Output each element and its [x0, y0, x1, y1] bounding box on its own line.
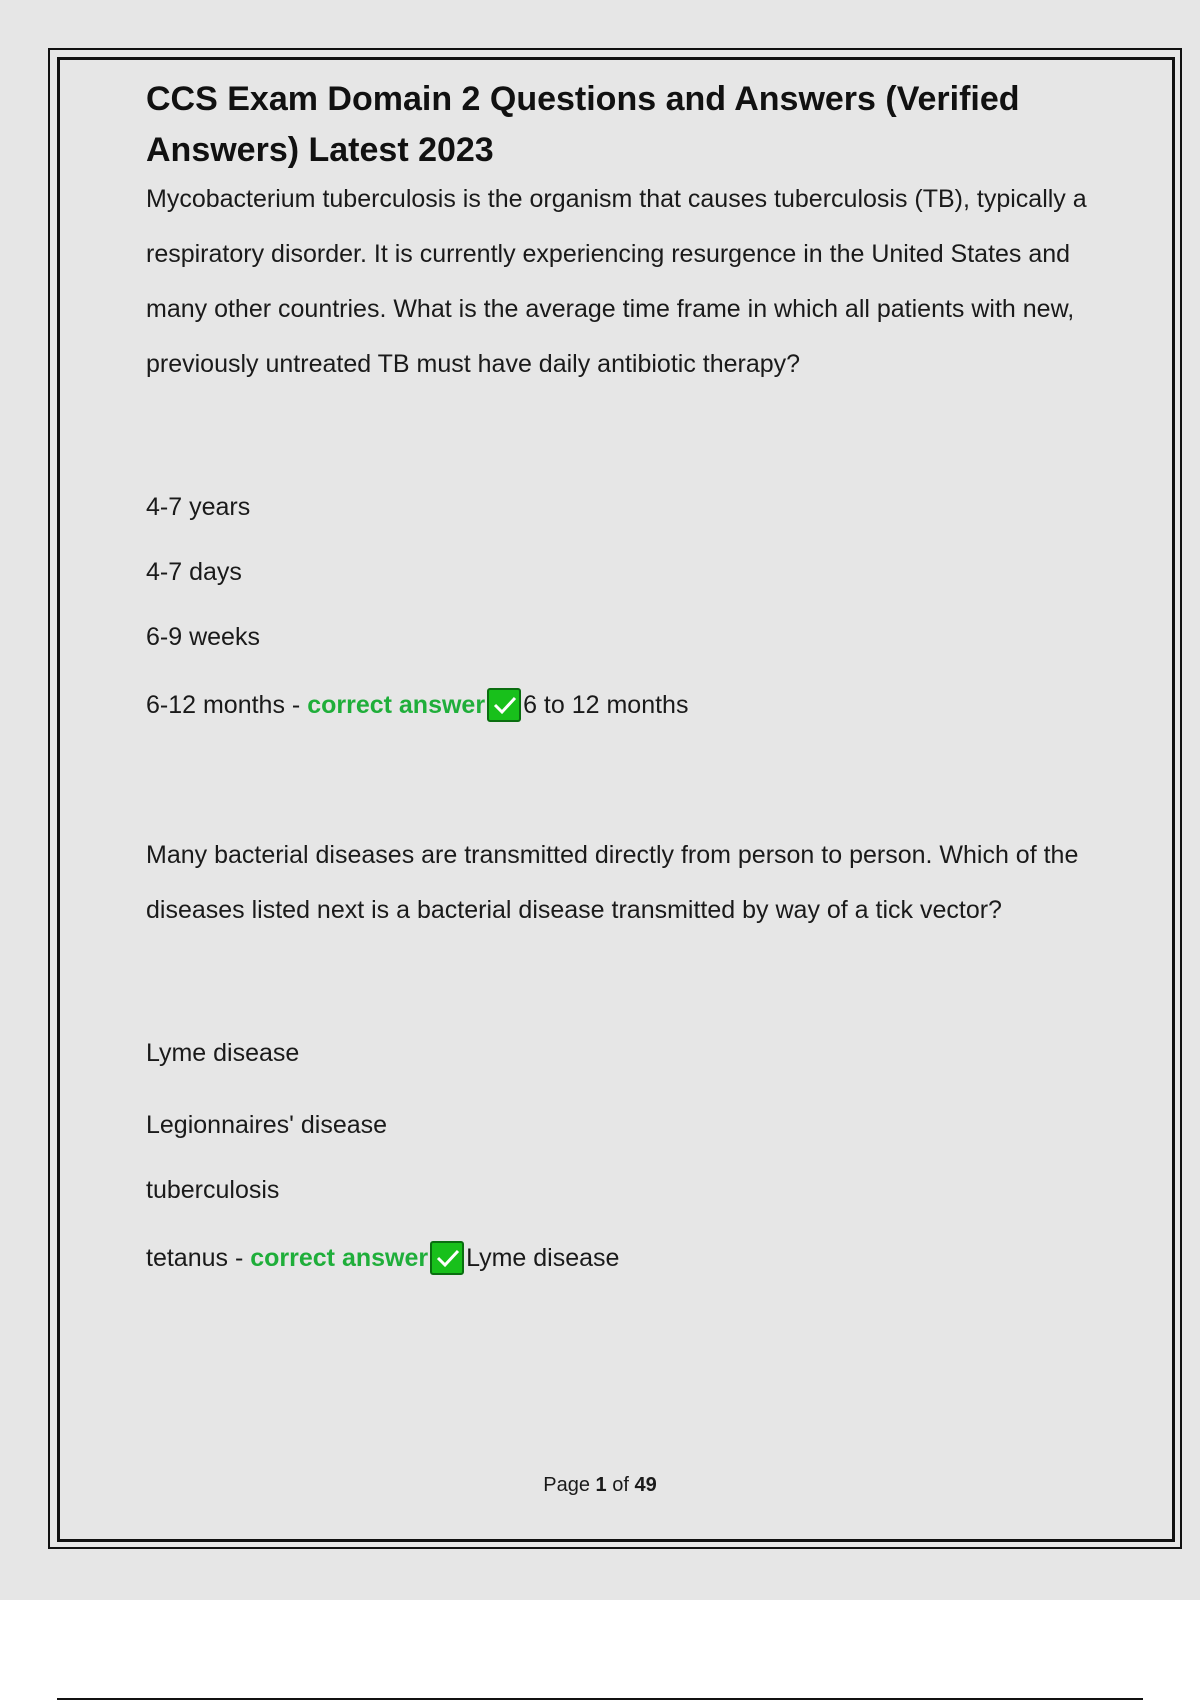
option-item: Lyme disease	[146, 1039, 300, 1067]
page-content	[146, 74, 1106, 1276]
document-title: CCS Exam Domain 2 Questions and Answers (Verified Answers) Latest 2023	[146, 80, 1020, 169]
option-item: tuberculosis	[146, 1176, 280, 1204]
checkmark-icon	[430, 1241, 464, 1275]
option-item: 4-7 days	[146, 558, 242, 586]
checkmark-icon	[487, 688, 521, 722]
question-block-2	[146, 828, 1106, 1276]
of-label: of	[606, 1474, 635, 1496]
page-prefix: Page	[543, 1474, 596, 1496]
correct-answer-label: correct answer	[250, 1244, 429, 1272]
total-pages: 49	[634, 1474, 657, 1496]
option-item: 6-9 weeks	[146, 623, 260, 651]
option-item: 4-7 years	[146, 493, 251, 521]
option-item: Legionnaires' disease	[146, 1111, 388, 1139]
current-page: 1	[595, 1474, 607, 1496]
answer-text: 6 to 12 months	[523, 691, 689, 719]
option-list	[146, 1038, 1106, 1205]
question-text: Many bacterial diseases are transmitted directly from person to person. Which of the diseases listed next is a bacterial disease transmitted by way of a tick vector?	[146, 841, 1079, 924]
last-option: tetanus -	[146, 1244, 251, 1272]
option-list	[146, 492, 1106, 652]
page-number	[0, 1474, 1200, 1497]
correct-answer-label: correct answer	[307, 691, 486, 719]
answer-line	[146, 687, 1106, 723]
answer-text: Lyme disease	[466, 1244, 620, 1272]
question-text: Mycobacterium tuberculosis is the organism that causes tuberculosis (TB), typically a respiratory disorder. It is currently experiencing resurgence in the United States and many other countries. What is the average time frame in which all patients with new, previously untreated TB must have daily antibiotic therapy?	[146, 185, 1087, 378]
question-block-1	[146, 172, 1106, 723]
answer-line	[146, 1240, 1106, 1276]
last-option: 6-12 months -	[146, 691, 308, 719]
